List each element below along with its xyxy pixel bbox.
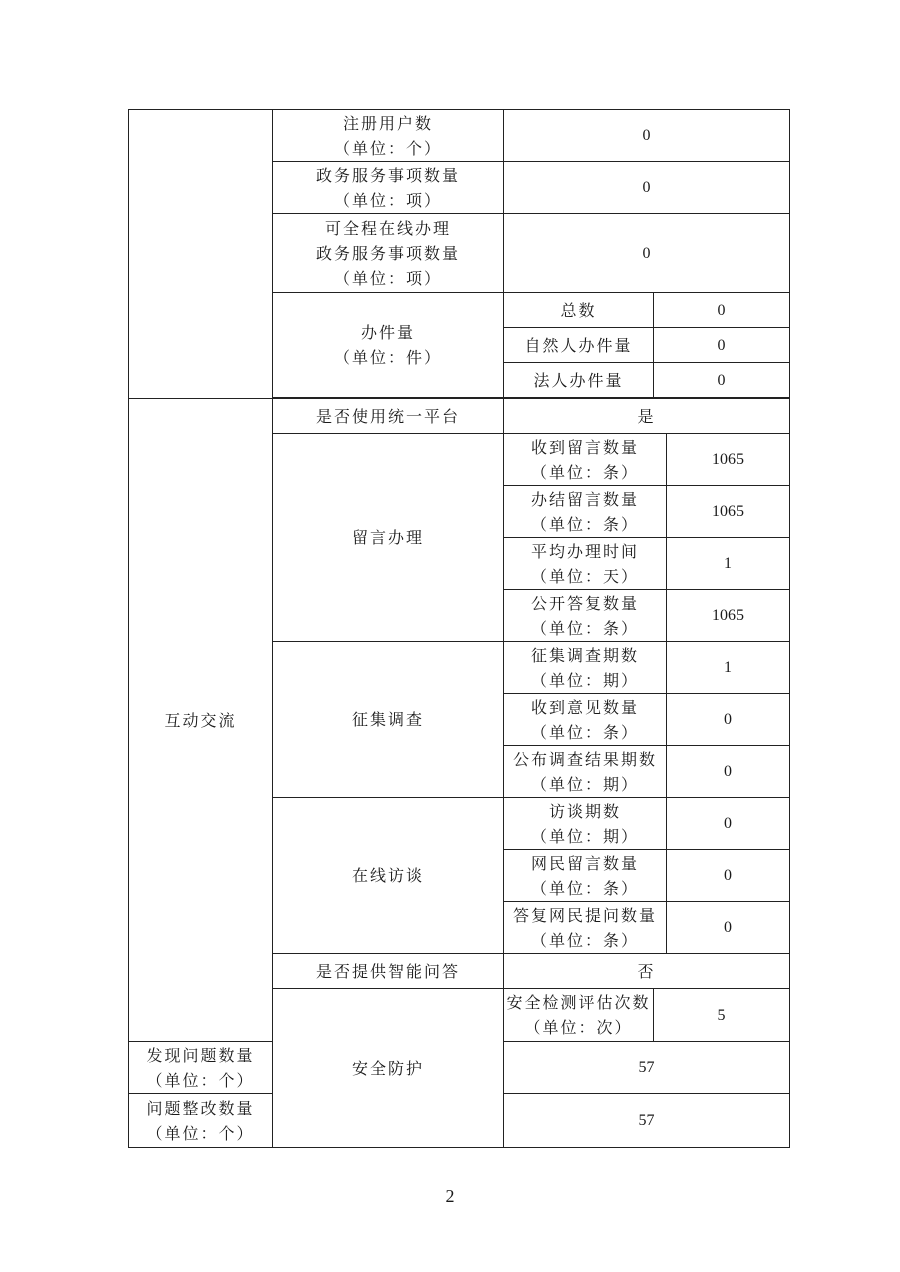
row-label: 注册用户数 （单位：个）	[273, 110, 504, 162]
value-cell: 5	[654, 989, 790, 1042]
value-cell: 1065	[667, 434, 790, 486]
group-label-messages: 留言办理	[273, 434, 504, 642]
section-label-interaction: 互动交流	[129, 399, 273, 1042]
group-label-survey: 征集调查	[273, 642, 504, 798]
value-cell: 0	[654, 363, 790, 398]
row-label: 安全检测评估次数 （单位：次）	[504, 989, 654, 1042]
value-cell: 57	[504, 1094, 790, 1148]
sub-label: 公开答复数量 （单位：条）	[504, 590, 667, 642]
value-cell: 1065	[667, 590, 790, 642]
sub-label: 平均办理时间 （单位：天）	[504, 538, 667, 590]
sub-label: 访谈期数 （单位：期）	[504, 798, 667, 850]
value-cell: 0	[667, 850, 790, 902]
sub-label: 自然人办件量	[504, 328, 654, 363]
group-label-interview: 在线访谈	[273, 798, 504, 954]
statistics-table	[128, 109, 790, 1148]
sub-label: 总数	[504, 293, 654, 328]
row-label: 发现问题数量 （单位：个）	[129, 1042, 273, 1094]
value-cell: 0	[504, 162, 790, 214]
sub-label: 网民留言数量 （单位：条）	[504, 850, 667, 902]
value-cell: 57	[504, 1042, 790, 1094]
row-label: 是否使用统一平台	[273, 399, 504, 434]
value-cell: 否	[504, 954, 790, 989]
row-label: 可全程在线办理 政务服务事项数量 （单位：项）	[273, 214, 504, 293]
sub-label: 收到意见数量 （单位：条）	[504, 694, 667, 746]
value-cell: 0	[667, 694, 790, 746]
value-cell: 0	[654, 293, 790, 328]
value-cell: 0	[504, 214, 790, 293]
value-cell: 1	[667, 538, 790, 590]
value-cell: 0	[667, 902, 790, 954]
sub-label: 征集调查期数 （单位：期）	[504, 642, 667, 694]
row-label: 问题整改数量 （单位：个）	[129, 1094, 273, 1148]
row-label: 是否提供智能问答	[273, 954, 504, 989]
value-cell: 1065	[667, 486, 790, 538]
table-row	[129, 399, 790, 434]
value-cell: 0	[667, 746, 790, 798]
sub-label: 办结留言数量 （单位：条）	[504, 486, 667, 538]
table-row	[129, 110, 790, 162]
value-cell: 是	[504, 399, 790, 434]
value-cell: 0	[667, 798, 790, 850]
section-label-security: 安全防护	[273, 989, 504, 1148]
blank-section-cell	[129, 110, 273, 399]
value-cell: 0	[504, 110, 790, 162]
sub-label: 公布调查结果期数 （单位：期）	[504, 746, 667, 798]
row-label: 办件量 （单位：件）	[273, 293, 504, 398]
sub-label: 法人办件量	[504, 363, 654, 398]
row-label: 政务服务事项数量 （单位：项）	[273, 162, 504, 214]
page-number: 2	[445, 1186, 455, 1206]
sub-label: 答复网民提问数量 （单位：条）	[504, 902, 667, 954]
value-cell: 1	[667, 642, 790, 694]
value-cell: 0	[654, 328, 790, 363]
sub-label: 收到留言数量 （单位：条）	[504, 434, 667, 486]
